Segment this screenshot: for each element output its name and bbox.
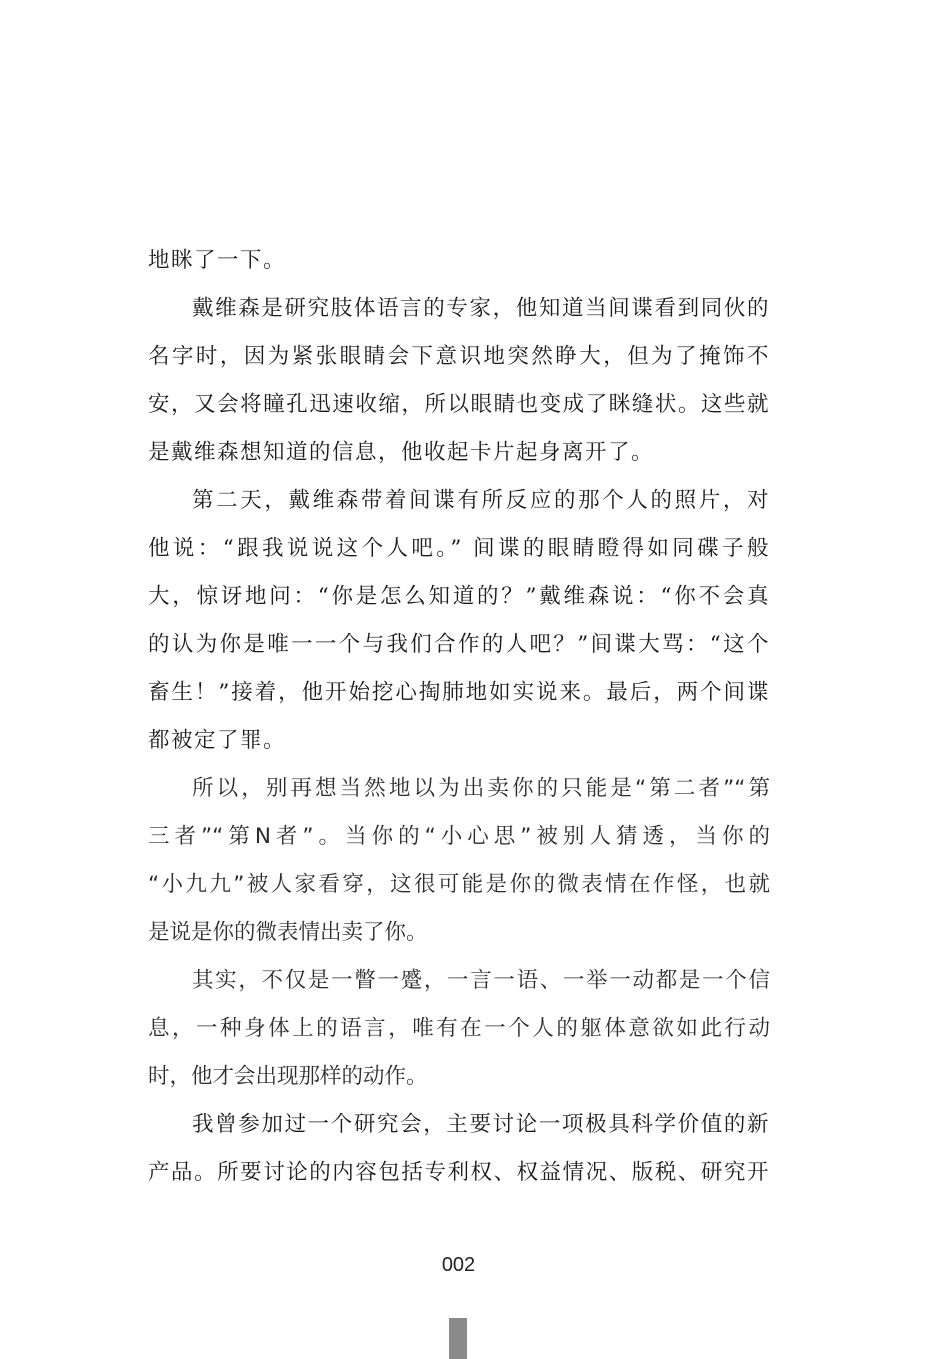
text-line: 是说是你的微表情出卖了你。 xyxy=(148,920,428,945)
paragraph xyxy=(148,477,770,765)
text-line: 三者”“第N者”。当你的“小心思”被别人猜透，当你的 xyxy=(148,824,770,849)
text-line: 第二天，戴维森带着间谍有所反应的那个人的照片，对 xyxy=(192,488,770,513)
paragraph xyxy=(148,285,770,477)
text-line: 都被定了罪。 xyxy=(148,728,287,753)
paragraph xyxy=(148,1101,770,1197)
paragraph xyxy=(148,765,770,957)
text-line: “小九九”被人家看穿，这很可能是你的微表情在作怪，也就 xyxy=(148,872,770,897)
text-line: 的认为你是唯一一个与我们合作的人吧？”间谍大骂：“这个 xyxy=(148,632,770,657)
text-line: 戴维森是研究肢体语言的专家，他知道当间谍看到同伙的 xyxy=(192,296,770,321)
text-line: 他说：“跟我说说这个人吧。” 间谍的眼睛瞪得如同碟子般 xyxy=(148,536,770,561)
text-line: 大，惊讶地问：“你是怎么知道的？”戴维森说：“你不会真 xyxy=(148,584,770,609)
body-text xyxy=(148,237,770,1197)
text-line: 畜生！”接着，他开始挖心掏肺地如实说来。最后，两个间谍 xyxy=(148,680,770,705)
text-line: 其实，不仅是一瞥一蹙，一言一语、一举一动都是一个信 xyxy=(192,968,770,993)
text-line: 所以，别再想当然地以为出卖你的只能是“第二者”“第 xyxy=(192,776,770,801)
text-line: 息，一种身体上的语言，唯有在一个人的躯体意欲如此行动 xyxy=(148,1016,770,1041)
text-line: 安，又会将瞳孔迅速收缩，所以眼睛也变成了眯缝状。这些就 xyxy=(148,392,770,417)
page-number: 002 xyxy=(441,1254,476,1276)
text-line: 名字时，因为紧张眼睛会下意识地突然睁大，但为了掩饰不 xyxy=(148,344,770,369)
text-line: 产品。所要讨论的内容包括专利权、权益情况、版税、研究开 xyxy=(148,1160,770,1185)
paragraph xyxy=(148,957,770,1101)
text-line: 是戴维森想知道的信息，他收起卡片起身离开了。 xyxy=(148,440,655,465)
text-line: 我曾参加过一个研究会，主要讨论一项极具科学价值的新 xyxy=(192,1112,770,1137)
text-line: 地眯了一下。 xyxy=(148,248,287,273)
text-line: 时，他才会出现那样的动作。 xyxy=(148,1064,428,1089)
page-edge-tab xyxy=(449,1318,467,1359)
paragraph xyxy=(148,237,770,285)
